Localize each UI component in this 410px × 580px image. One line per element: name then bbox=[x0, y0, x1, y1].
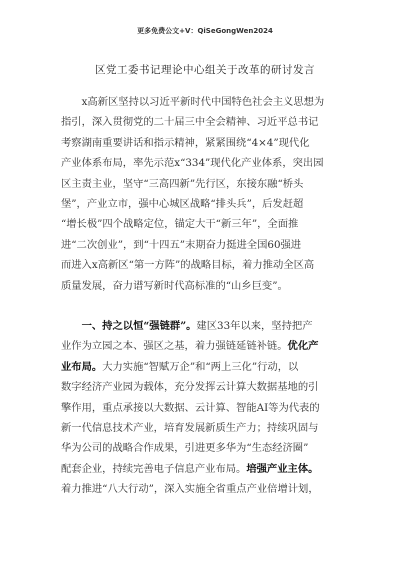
text-line: 而进入x高新区“第一方阵”的战略目标，着力推动全区高 bbox=[61, 259, 315, 272]
text-line bbox=[61, 398, 351, 418]
bold-text-run: 优化产 bbox=[287, 340, 319, 353]
text-line: 堡”，产业立市，强中心城区战略“排头兵”，后发赶超 bbox=[61, 197, 304, 210]
paragraph-intro bbox=[61, 92, 351, 296]
text-line: 进“二次创业”，到“十四五”末期奋力挺进全国60强进 bbox=[61, 238, 302, 251]
text-run: 着力推进“八大行动”，深入实施全省重点产业倍增计划， bbox=[61, 483, 319, 496]
text-run: 大力实施“智赋万企”和“两上三化”行动，以 bbox=[102, 360, 299, 373]
text-run: 建区33年以来，坚持把产 bbox=[196, 320, 313, 332]
text-run: 擎作用，重点承接以大数据、云计算、智能AI等为代表的 bbox=[61, 401, 320, 414]
paragraph-section-one bbox=[61, 316, 351, 500]
text-line: “增长极”四个战略定位，锚定大干“新三年”，全面推 bbox=[61, 218, 299, 231]
bold-text-run: 培强产业主体。 bbox=[246, 462, 319, 475]
bold-text-run: 业布局。 bbox=[61, 360, 103, 373]
text-line: 产业体系布局，率先示范x“334”现代化产业体系，突出园 bbox=[61, 157, 324, 170]
document-title: 区党工委书记理论中心组关于改革的研讨发言 bbox=[95, 64, 315, 76]
text-line: 考察湖南重要讲话和指示精神，紧紧围绕“4×4”现代化 bbox=[61, 136, 310, 149]
text-line: 质量发展，奋力谱写新时代高标准的“山乡巨变”。 bbox=[61, 279, 288, 292]
text-line: 区主责主业，坚守“三高四新”先行区，东接东融“桥头 bbox=[61, 177, 304, 190]
bold-text-run: 一、持之以恒“强链群”。 bbox=[61, 320, 197, 332]
text-line bbox=[61, 336, 351, 356]
page-header-watermark: 更多免费公文+V：QiSeGongWen2024 bbox=[137, 27, 273, 35]
text-line bbox=[61, 479, 351, 499]
text-line bbox=[61, 357, 351, 377]
text-line bbox=[61, 377, 351, 397]
text-run: 业作为立园之本、强区之基，着力强链延链补链。 bbox=[61, 340, 288, 353]
text-line: x高新区坚持以习近平新时代中国特色社会主义思想为 bbox=[61, 96, 325, 108]
text-run: 数字经济产业园为载体，充分发挥云计算大数据基地的引 bbox=[61, 381, 319, 394]
text-line bbox=[61, 316, 351, 336]
text-line bbox=[61, 459, 351, 479]
text-line: 指引，深入贯彻党的二十届三中全会精神、习近平总书记 bbox=[61, 116, 319, 129]
text-run: 新一代信息技术产业，培育发展新质生产力；持续巩固与 bbox=[61, 421, 319, 434]
text-line bbox=[61, 438, 351, 458]
text-line bbox=[61, 418, 351, 438]
text-run: 配套企业，持续完善电子信息产业布局。 bbox=[61, 462, 247, 475]
text-run: 华为公司的战略合作成果，引进更多华为“生态经济圈” bbox=[61, 442, 309, 455]
